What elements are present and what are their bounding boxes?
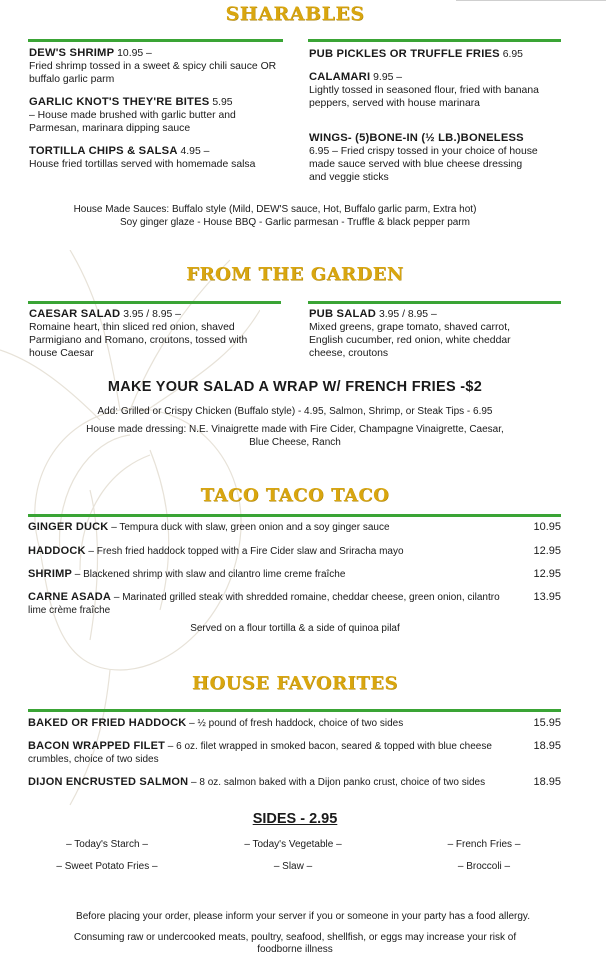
item-name: SHRIMP — [28, 568, 72, 580]
item-price: 9.95 – — [373, 72, 403, 83]
raw-food-warning-line-2: foodborne illness — [257, 944, 333, 955]
item-desc: 6.95 – Fried crispy tossed in your choice of house made sauce served with blue cheese dressing and veggie sticks — [309, 146, 538, 183]
item-name: DIJON ENCRUSTED SALMON — [28, 776, 189, 788]
favorites-title: HOUSE FAVORITES — [191, 673, 399, 694]
taco-note: Served on a flour tortilla & a side of quinoa pilaf — [190, 623, 400, 634]
taco-row-ginger-duck — [28, 521, 563, 534]
item-price: 13.95 — [533, 591, 561, 603]
menu-item-pub-salad — [309, 308, 544, 360]
favorite-row-filet — [28, 740, 563, 766]
wrap-heading: MAKE YOUR SALAD A WRAP W/ FRENCH FRIES -$2 — [107, 379, 483, 395]
item-name: CAESAR SALAD — [29, 308, 121, 320]
top-hairline — [456, 0, 606, 1]
favorite-row-haddock — [28, 717, 563, 730]
garden-title: FROM THE GARDEN — [186, 264, 404, 285]
item-name: HADDOCK — [28, 545, 86, 557]
item-desc: – ½ pound of fresh haddock, choice of two sides — [186, 718, 404, 729]
menu-item-tortilla-chips — [29, 145, 279, 171]
item-price: 6.95 — [502, 49, 523, 60]
item-price: 18.95 — [533, 740, 561, 752]
taco-row-shrimp — [28, 568, 563, 581]
item-desc: – 6 oz. filet wrapped in smoked bacon, seared & topped with blue cheese crumbles, choice of two sides — [28, 741, 492, 765]
side-sweet-potato-fries: – Sweet Potato Fries – — [56, 861, 158, 872]
side-broccoli: – Broccoli – — [457, 861, 511, 872]
item-desc: – Blackened shrimp with slaw and cilantro lime creme fraîche — [71, 569, 346, 580]
item-name: BACON WRAPPED FILET — [28, 740, 166, 752]
favorite-row-salmon — [28, 776, 563, 789]
house-sauces-line-1: House Made Sauces: Buffalo style (Mild, DEW'S sauce, Hot, Buffalo garlic parm, Extra hot) — [73, 204, 477, 215]
add-protein-line: Add: Grilled or Crispy Chicken (Buffalo style) - 4.95, Salmon, Shrimp, or Steak Tips - 6.95 — [97, 406, 493, 417]
favorites-rule — [28, 709, 561, 712]
item-price: 4.95 – — [180, 146, 210, 157]
sharables-left-rule — [28, 39, 283, 42]
item-name: CARNE ASADA — [28, 591, 112, 603]
garden-right-rule — [308, 301, 561, 304]
item-desc: House fried tortillas served with homemade salsa — [29, 159, 256, 170]
item-price: 3.95 / 8.95 – — [378, 309, 437, 320]
menu-item-garlic-knots — [29, 96, 279, 135]
taco-row-haddock — [28, 545, 563, 558]
sharables-title: SHARABLES — [225, 3, 365, 25]
item-price: 10.95 – — [117, 48, 152, 59]
item-name: TORTILLA CHIPS & SALSA — [29, 145, 178, 157]
taco-title: TACO TACO TACO — [200, 485, 390, 506]
item-price: 15.95 — [533, 717, 561, 729]
item-desc: – Tempura duck with slaw, green onion and a soy ginger sauce — [108, 522, 390, 533]
sharables-right-rule — [308, 39, 561, 42]
item-name: DEW'S SHRIMP — [29, 47, 115, 59]
dressing-line-1: House made dressing: N.E. Vinaigrette made with Fire Cider, Champagne Vinaigrette, Caesar, — [86, 424, 504, 435]
menu-item-dews-shrimp — [29, 47, 279, 86]
allergy-notice: Before placing your order, please inform your server if you or someone in your party has a food allergy. — [76, 911, 530, 922]
garden-left-rule — [28, 301, 281, 304]
item-desc: Mixed greens, grape tomato, shaved carrot, English cucumber, red onion, white cheddar cheese, croutons — [309, 322, 511, 359]
item-name: CALAMARI — [309, 71, 371, 83]
taco-rule — [28, 514, 561, 517]
house-sauces-line-2: Soy ginger glaze - House BBQ - Garlic parmesan - Truffle & black pepper parm — [120, 217, 470, 228]
menu-item-wings — [309, 132, 541, 184]
item-name: GINGER DUCK — [28, 521, 109, 533]
item-name: PUB PICKLES OR TRUFFLE FRIES — [309, 48, 500, 60]
item-name: PUB SALAD — [309, 308, 377, 320]
menu-item-pub-pickles — [309, 48, 559, 61]
item-desc: Lightly tossed in seasoned flour, fried with banana peppers, served with house marinara — [309, 85, 539, 109]
item-price: 18.95 — [533, 776, 561, 788]
item-price: 5.95 — [212, 97, 233, 108]
item-desc: Fried shrimp tossed in a sweet & spicy chili sauce OR buffalo garlic parm — [29, 61, 277, 85]
item-desc: – Marinated grilled steak with shredded romaine, cheddar cheese, green onion, cilantro lime crème fraîche — [28, 592, 500, 616]
item-name: WINGS- (5)BONE-IN (½ LB.)BONELESS — [309, 132, 524, 144]
menu-item-caesar-salad — [29, 308, 277, 360]
item-desc: – Fresh fried haddock topped with a Fire Cider slaw and Sriracha mayo — [85, 546, 404, 557]
item-name: GARLIC KNOT'S THEY'RE BITES — [29, 96, 210, 108]
item-price: 10.95 — [533, 521, 561, 533]
item-desc: – 8 oz. salmon baked with a Dijon panko crust, choice of two sides — [188, 777, 486, 788]
side-todays-starch: – Today's Starch – — [66, 839, 148, 850]
item-price: 12.95 — [533, 568, 561, 580]
item-name: BAKED OR FRIED HADDOCK — [28, 717, 187, 729]
menu-item-calamari — [309, 71, 541, 110]
side-french-fries: – French Fries – — [447, 839, 521, 850]
side-slaw: – Slaw – — [273, 861, 313, 872]
side-todays-vegetable: – Today's Vegetable – — [244, 839, 342, 850]
dressing-line-2: Blue Cheese, Ranch — [249, 437, 341, 448]
item-price: 3.95 / 8.95 – — [123, 309, 181, 320]
taco-row-carne-asada — [28, 591, 563, 617]
raw-food-warning-line-1: Consuming raw or undercooked meats, poultry, seafood, shellfish, or eggs may increase your risk of — [73, 932, 517, 943]
item-desc: – House made brushed with garlic butter and Parmesan, marinara dipping sauce — [29, 110, 236, 134]
item-desc: Romaine heart, thin sliced red onion, shaved Parmigiano and Romano, croutons, tossed with house Caesar — [29, 322, 248, 359]
item-price: 12.95 — [533, 545, 561, 557]
sides-title: SIDES - 2.95 — [252, 811, 338, 827]
